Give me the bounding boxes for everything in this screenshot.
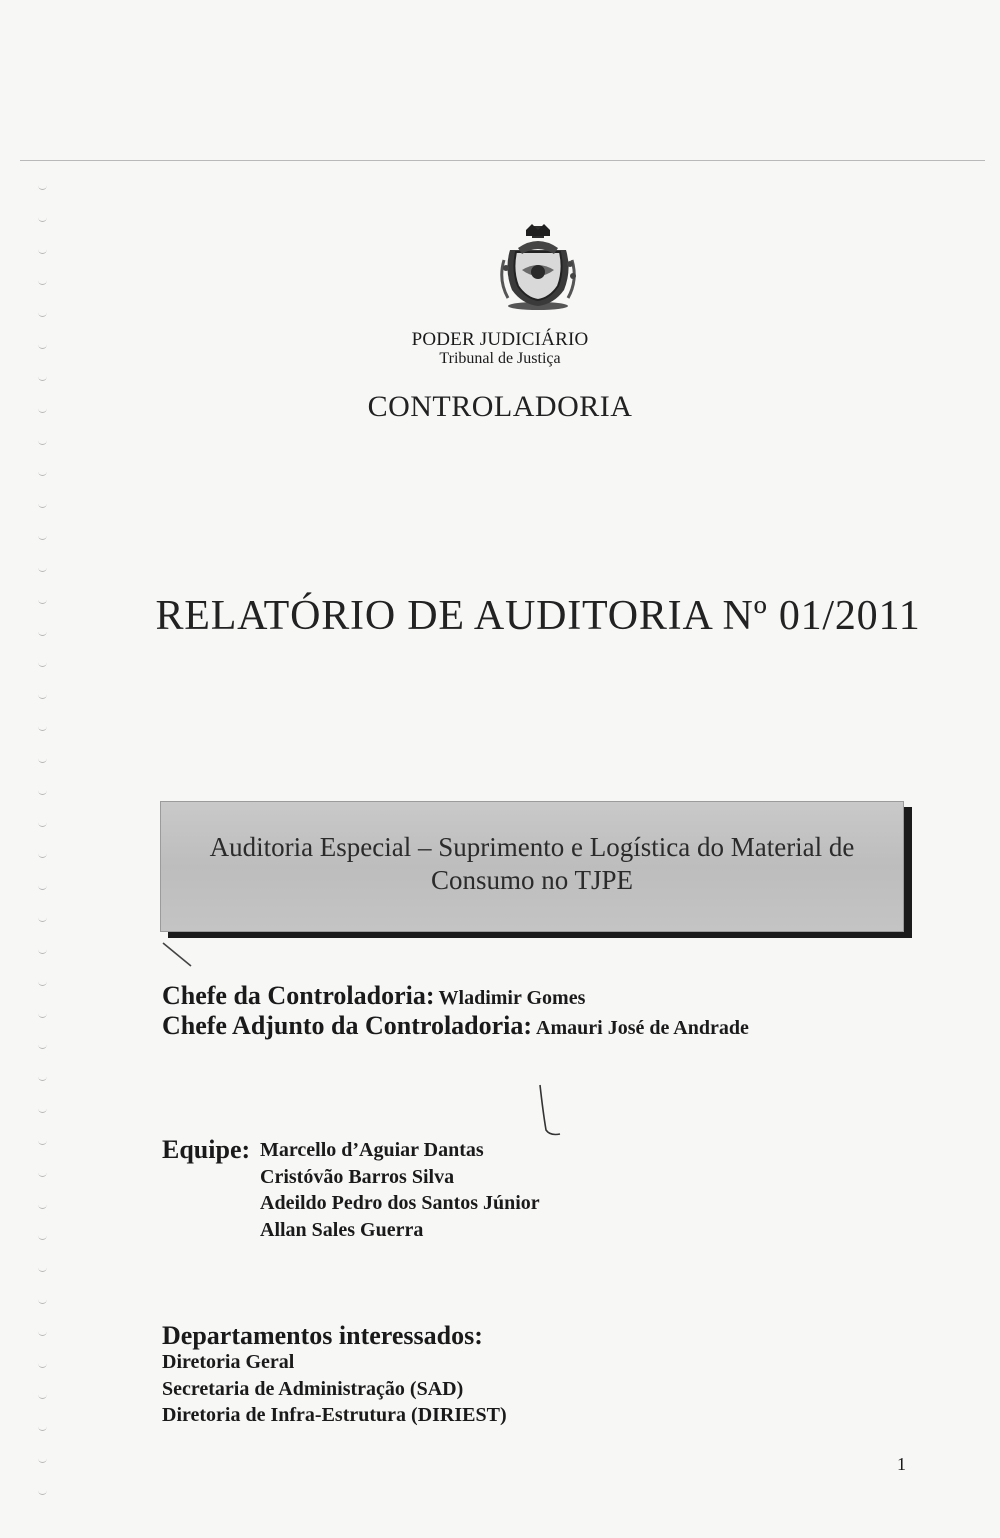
deputy-name: Amauri José de Andrade [536, 1017, 749, 1039]
report-subject: Auditoria Especial – Suprimento e Logística do Material de Consumo no TJPE [209, 831, 855, 895]
departments-heading: Departamentos interessados: [162, 1321, 483, 1350]
department-item: Secretaria de Administração (SAD) [162, 1377, 464, 1400]
team-member: Allan Sales Guerra [260, 1218, 424, 1241]
court-name: Tribunal de Justiça [439, 350, 561, 367]
team-member: Adeildo Pedro dos Santos Júnior [260, 1192, 540, 1214]
deputy-field [162, 1011, 749, 1041]
chief-label: Chefe da Controladoria: [162, 981, 435, 1010]
team-list [260, 1137, 540, 1243]
departments-list [162, 1349, 507, 1429]
chief-field [162, 981, 585, 1011]
top-divider [20, 160, 985, 161]
pen-mark-check [536, 1082, 576, 1140]
team-label: Equipe: [162, 1135, 251, 1164]
organization-name: PODER JUDICIÁRIO [411, 329, 589, 350]
department-item: Diretoria Geral [162, 1351, 295, 1373]
team-member: Marcello d’Aguiar Dantas [260, 1139, 484, 1161]
department-name: CONTROLADORIA [367, 390, 633, 423]
report-title: RELATÓRIO DE AUDITORIA Nº 01/2011 [155, 593, 921, 639]
binding-margin [38, 185, 52, 1495]
page-number: 1 [897, 1454, 906, 1474]
pen-mark-slash [160, 940, 196, 970]
team-member: Cristóvão Barros Silva [260, 1165, 455, 1188]
department-item: Diretoria de Infra-Estrutura (DIRIEST) [162, 1404, 507, 1426]
coat-of-arms-icon [496, 220, 580, 312]
chief-name: Wladimir Gomes [438, 987, 586, 1009]
deputy-label: Chefe Adjunto da Controladoria: [162, 1011, 533, 1040]
report-subject-box [160, 801, 904, 932]
